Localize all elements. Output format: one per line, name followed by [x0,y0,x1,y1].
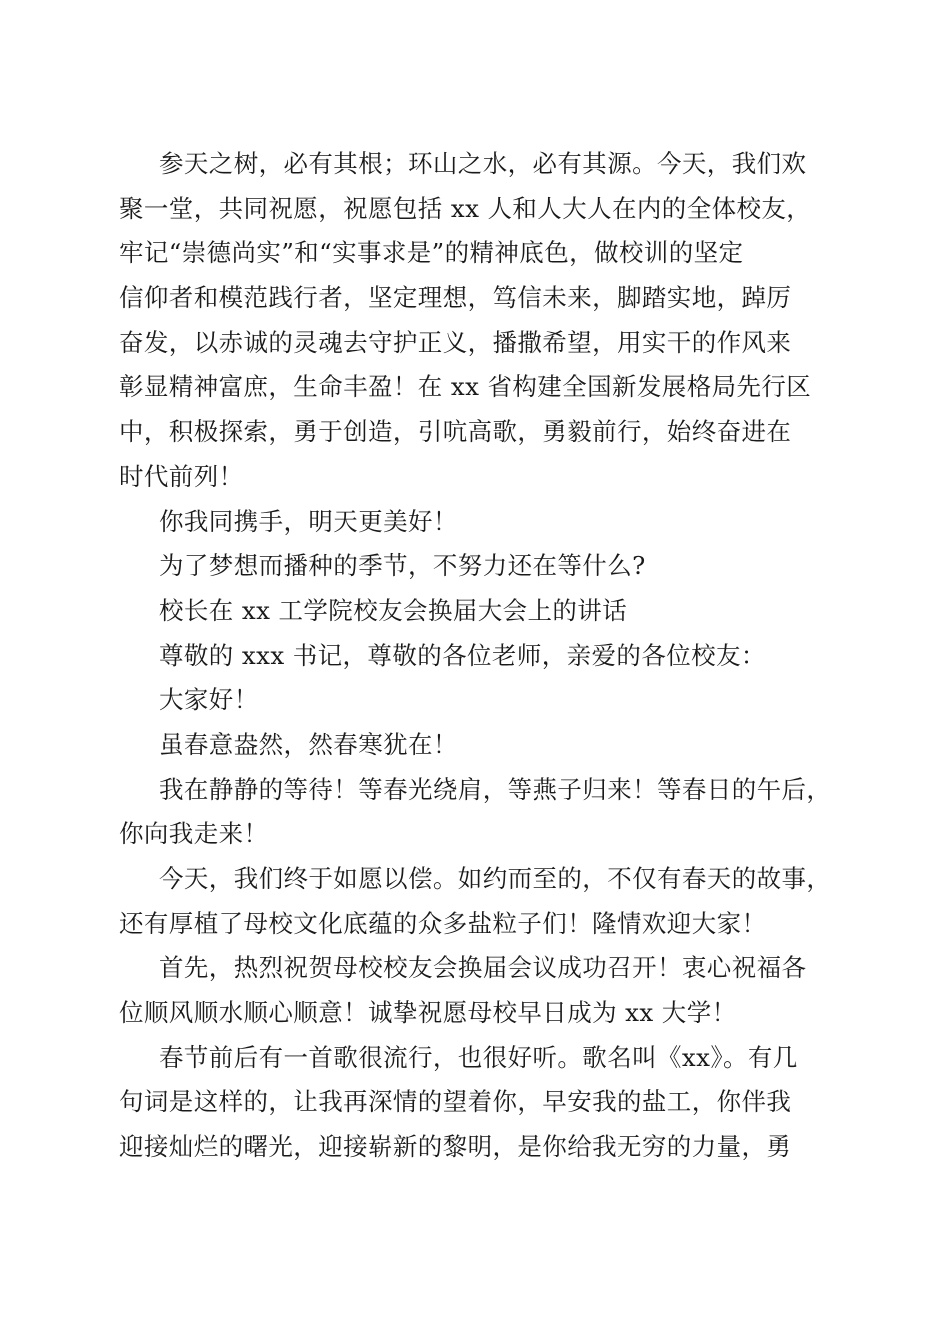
paragraph-line: 我在静静的等待！等春光绕肩，等燕子归来！等春日的午后， [159,774,832,804]
paragraph-line: 时代前列！ [119,461,244,491]
paragraph-line: 牢记“崇德尚实”和“实事求是”的精神底色，做校训的坚定 [119,238,744,268]
paragraph-line: 信仰者和模范践行者，坚定理想，笃信未来，脚踏实地，踔厉 [119,283,792,313]
paragraph-line: 迎接灿烂的曙光，迎接崭新的黎明，是你给我无穷的力量，勇 [119,1132,792,1162]
paragraph-line: 你向我走来！ [119,819,269,849]
paragraph-line: 参天之树，必有其根；环山之水，必有其源。今天，我们欢 [159,149,807,178]
paragraph-line: 春节前后有一首歌很流行，也很好听。歌名叫《xx》。有几 [159,1042,798,1072]
salutation: 尊敬的 xxx 书记，尊敬的各位老师，亲爱的各位校友： [159,640,766,670]
paragraph-line: 奋发，以赤诚的灵魂去守护正义，播撒希望，用实干的作风来 [119,327,792,357]
speech-title: 校长在 xx 工学院校友会换届大会上的讲话 [159,595,628,625]
paragraph-line: 虽春意盎然，然春寒犹在！ [159,729,458,759]
paragraph-line: 句词是这样的，让我再深情的望着你，早安我的盐工，你伴我 [119,1087,792,1117]
paragraph-line: 聚一堂，共同祝愿，祝愿包括 xx 人和人大人在内的全体校友， [119,193,812,223]
greeting: 大家好！ [159,685,259,715]
paragraph-line: 今天，我们终于如愿以偿。如约而至的，不仅有春天的故事， [159,864,832,893]
paragraph-line: 为了梦想而播种的季节，不努力还在等什么? [159,551,646,581]
paragraph-line: 你我同携手，明天更美好！ [159,506,458,536]
paragraph-line: 彰显精神富庶，生命丰盈！在 xx 省构建全国新发展格局先行区 [119,372,812,402]
paragraph-line: 中，积极探索，勇于创造，引吭高歌，勇毅前行，始终奋进在 [119,417,792,447]
paragraph-line: 还有厚植了母校文化底蕴的众多盐粒子们！隆情欢迎大家！ [119,908,767,938]
paragraph-line: 首先，热烈祝贺母校校友会换届会议成功召开！衷心祝福各 [159,953,807,983]
paragraph-line: 位顺风顺水顺心顺意！诚挚祝愿母校早日成为 xx 大学！ [119,998,737,1028]
document-body [119,142,835,1170]
